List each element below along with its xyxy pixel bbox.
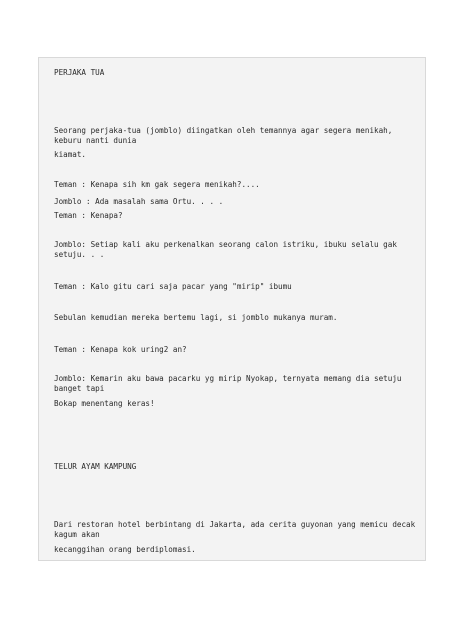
story-title: TELUR AYAM KAMPUNG	[54, 462, 137, 471]
dialogue-line: Jomblo: Kemarin aku bawa pacarku yg mirip Nyokap, ternyata memang dia setuju banget tapi	[54, 374, 407, 393]
dialogue-line: Teman : Kenapa sih km gak segera menikah?....	[54, 180, 260, 189]
document-page	[38, 57, 426, 561]
story-paragraph: Dari restoran hotel berbintang di Jakarta, ada cerita guyonan yang memicu decak kagum akan	[54, 520, 420, 539]
story-paragraph: kecanggihan orang berdiplomasi.	[54, 545, 196, 554]
story-paragraph: Seorang perjaka-tua (jomblo) diingatkan oleh temannya agar segera menikah, keburu nanti dunia	[54, 126, 397, 145]
dialogue-line: Jomblo : Ada masalah sama Ortu. . . .	[54, 197, 224, 206]
dialogue-line: Teman : Kenapa kok uring2 an?	[54, 345, 187, 354]
dialogue-line: Jomblo: Setiap kali aku perkenalkan seorang calon istriku, ibuku selalu gak setuju. . .	[54, 240, 402, 259]
story-paragraph: kiamat.	[54, 150, 87, 159]
dialogue-line: Teman : Kalo gitu cari saja pacar yang "mirip" ibumu	[54, 282, 292, 291]
story-title: PERJAKA TUA	[54, 68, 105, 77]
dialogue-line: Teman : Kenapa?	[54, 211, 123, 220]
dialogue-line: Bokap menentang keras!	[54, 399, 155, 408]
story-paragraph: Sebulan kemudian mereka bertemu lagi, si jomblo mukanya muram.	[54, 313, 338, 322]
